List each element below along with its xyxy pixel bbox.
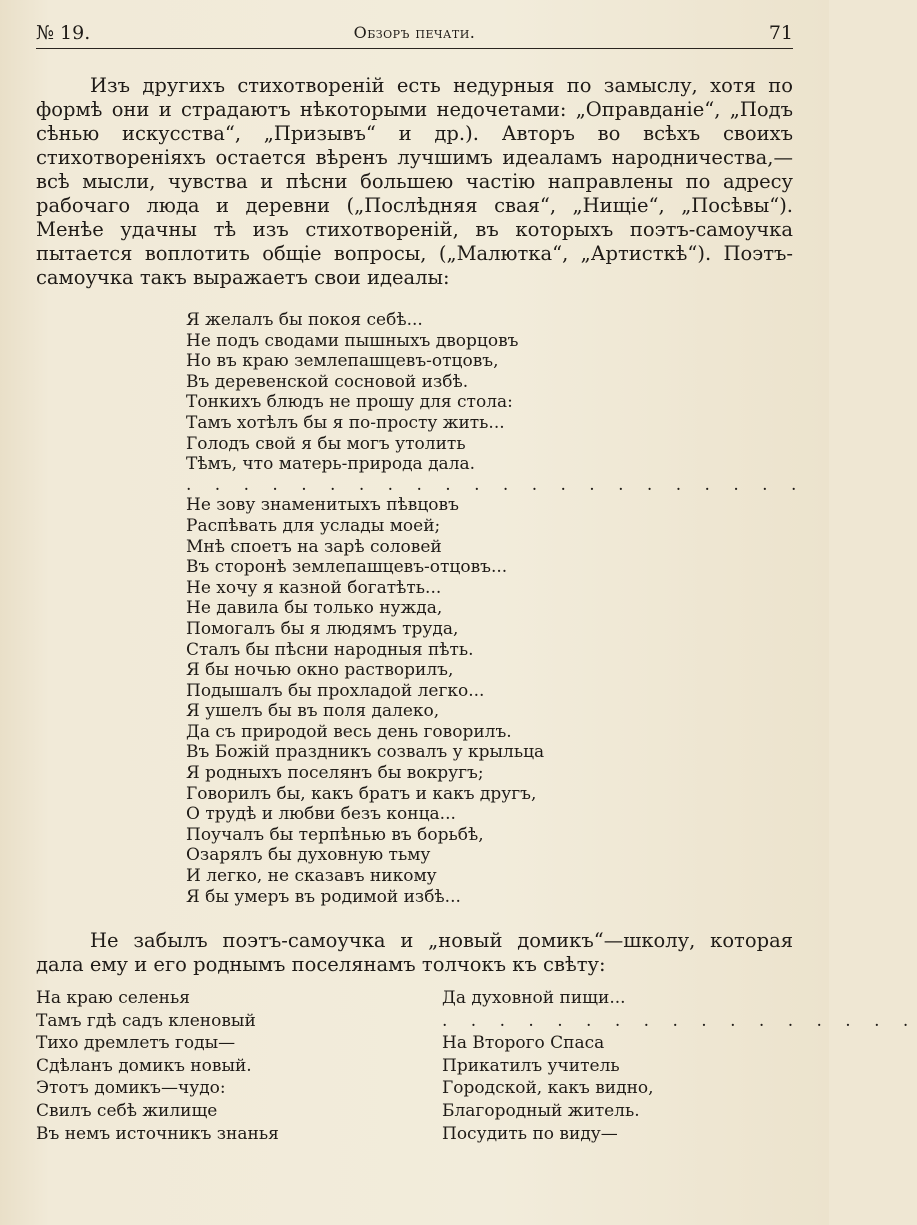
poem-line: Я родныхъ поселянъ бы вокругъ; (186, 763, 484, 784)
poem-line: Сдѣланъ домикъ новый. (36, 1055, 252, 1076)
poem-stanza-2 (186, 495, 636, 907)
poem-line: Я ушелъ бы въ поля далеко, (186, 701, 440, 722)
ellipsis-divider: . . . . . . . . . . . . . . . . . (442, 1010, 917, 1031)
running-title: Обзоръ печати. (353, 23, 476, 42)
poem-column-left (36, 987, 396, 1145)
poem-line: Въ немъ источникъ знанья (36, 1123, 279, 1144)
poem (186, 310, 806, 907)
poem-line: Въ Божій праздникъ созвалъ у крыльца (186, 742, 545, 763)
poem-line: Озарялъ бы духовную тьму (186, 845, 431, 866)
poem-line: Посудить по виду— (442, 1123, 618, 1144)
poem-line: Этотъ домикъ—чудо: (36, 1078, 226, 1099)
poem-line: Не подъ сводами пышныхъ дворцовъ (186, 330, 519, 351)
ellipsis-divider: . . . . . . . . . . . . . . . . . . . . . . (186, 474, 806, 495)
poem-line: Я бы умеръ въ родимой избѣ... (186, 886, 461, 907)
poem-line: Подышалъ бы прохладой легко... (186, 680, 485, 701)
intro-paragraph (36, 74, 793, 290)
poem-line: Тонкихъ блюдъ не прошу для стола: (186, 392, 513, 413)
poem-line: На краю селенья (36, 988, 190, 1008)
poem-line: Свилъ себѣ жилище (36, 1100, 218, 1121)
poem-line: Сталъ бы пѣсни народныя пѣть. (186, 639, 474, 660)
poem-line: Мнѣ споетъ на зарѣ соловей (186, 536, 442, 557)
poem-line: Въ деревенской сосновой избѣ. (186, 371, 469, 392)
poem-line: Говорилъ бы, какъ братъ и какъ другъ, (186, 783, 537, 804)
intro-text: Изъ другихъ стихотвореній есть недурныя по замыслу, хотя по формѣ они и страдаютъ нѣкоторыми недочетами: „Оправданіе“, „Подъ сѣнью искусства“, „Призывъ“ и др.). Авторъ во всѣхъ своихъ стихотвореніяхъ остается вѣренъ лучшимъ идеаламъ народничества,—всѣ мысли, чувства и пѣсни большею частію направлены по адресу рабочаго люда и деревни („Послѣдняя свая“, „Нищіе“, „Посѣвы“). Менѣе удачны тѣ изъ стихотвореній, въ которыхъ поэтъ-самоучка пытается воплотить общіе вопросы, („Малютка“, „Артисткѣ“). Поэтъ-самоучка такъ выражаетъ свои идеалы: (36, 74, 793, 289)
page-header (36, 20, 793, 49)
poem-line: Не хочу я казной богатѣть... (186, 577, 442, 598)
poem-line: Я бы ночью окно растворилъ, (186, 660, 454, 681)
poem-line: И легко, не сказавъ никому (186, 866, 437, 887)
poem-line: Голодъ свой я бы могъ утолить (186, 433, 466, 454)
poem-line: Городской, какъ видно, (442, 1078, 654, 1099)
poem-line: Тамъ гдѣ садъ кленовый (36, 1010, 256, 1031)
poem-line: О трудѣ и любви безъ конца... (186, 804, 456, 825)
poem-line: Но въ краю землепашцевъ-отцовъ, (186, 351, 499, 372)
page-number: 71 (768, 22, 793, 44)
poem-line: Тѣмъ, что матерь-природа дала. (186, 454, 476, 475)
poem-line: Тамъ хотѣлъ бы я по-просту жить... (186, 412, 505, 433)
poem-line: Не зову знаменитыхъ пѣвцовъ (186, 495, 459, 516)
school-text: Не забылъ поэтъ-самоучка и „новый домикъ“—школу, которая дала ему и его роднымъ поселянамъ толчокъ къ свѣту: (36, 929, 793, 976)
poem-stanza-1 (186, 310, 636, 475)
poem-line: Поучалъ бы терпѣнью въ борьбѣ, (186, 824, 484, 845)
poem-line: Въ сторонѣ землепашцевъ-отцовъ... (186, 557, 508, 578)
poem-line: Тихо дремлетъ годы— (36, 1033, 236, 1054)
poem-line: Благородный житель. (442, 1100, 640, 1121)
poem-line: Помогалъ бы я людямъ труда, (186, 618, 459, 639)
poem-line: На Второго Спаса (442, 1033, 605, 1054)
poem-column-right (442, 987, 917, 1145)
poem-line: Распѣвать для услады моей; (186, 515, 441, 536)
school-paragraph (36, 929, 793, 977)
poem-line: Прикатилъ учитель (442, 1055, 620, 1076)
issue-number: № 19. (36, 22, 91, 44)
poem-line: Не давила бы только нужда, (186, 598, 443, 619)
poem-line: Да духовной пищи... (442, 988, 626, 1008)
poem-line: Да съ природой весь день говорилъ. (186, 721, 512, 742)
poem-line: Я желалъ бы покоя себѣ... (186, 310, 423, 330)
